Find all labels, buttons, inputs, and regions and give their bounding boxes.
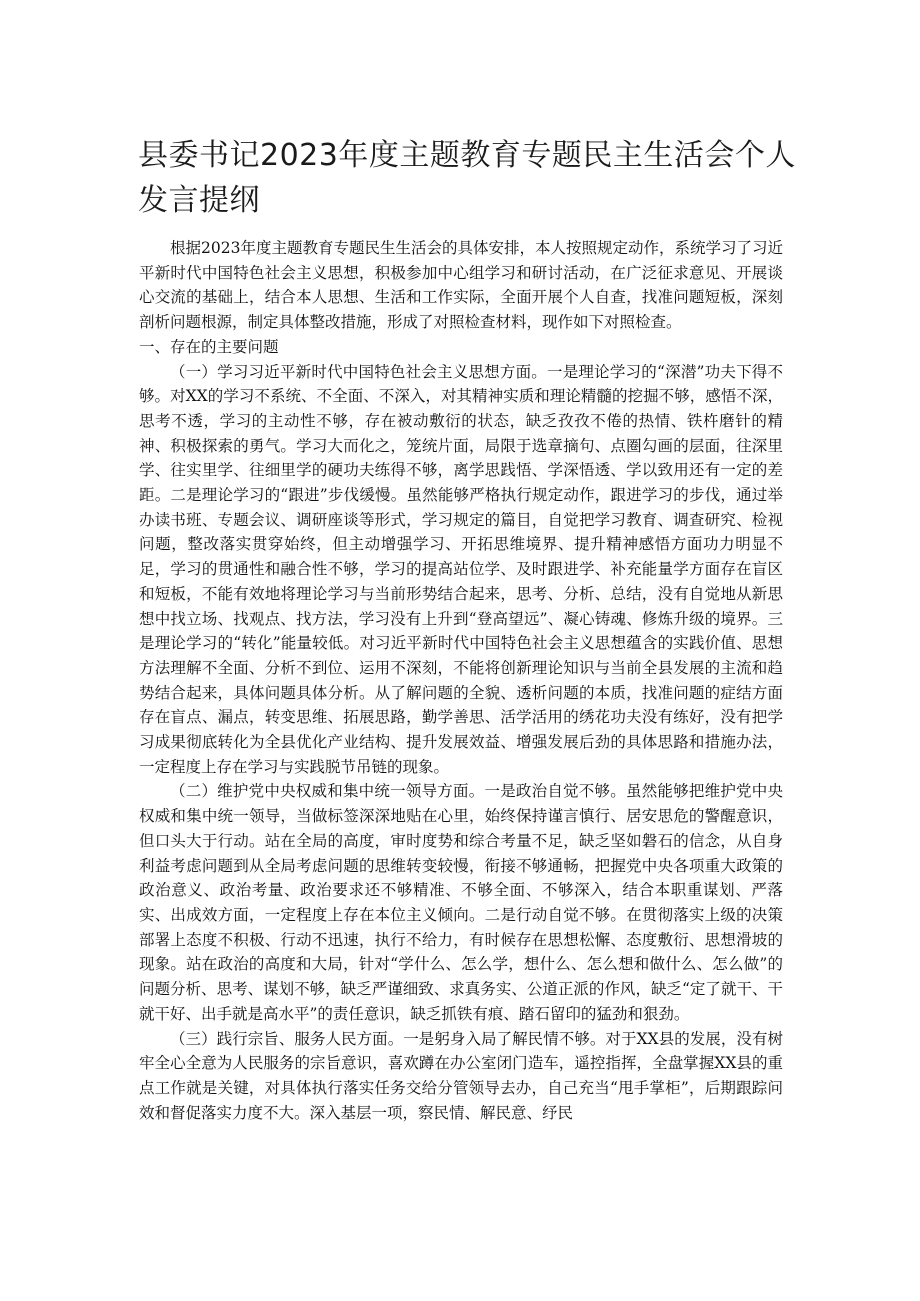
document-body <box>139 236 783 1125</box>
document-title: 县委书记2023年度主题教育专题民主生活会个人发言提纲 <box>138 138 796 218</box>
section-heading: 一、存在的主要问题 <box>139 337 279 356</box>
intro-paragraph: 根据2023年度主题教育专题民生生活会的具体安排，本人按照规定动作，系统学习了习近平新时代中国特色社会主义思想，积极参加中心组学习和研讨活动，在广泛征求意见、开展谈心交流的基础上，结合本人思想、生活和工作实际，全面开展个人自查，找准问题短板，深刻剖析问题根源，制定具体整改措施，形成了对照检查材料，现作如下对照检查。 <box>139 239 783 332</box>
body-paragraph: （三）践行宗旨、服务人民方面。一是躬身入局了解民情不够。对于XX县的发展，没有树牢全心全意为人民服务的宗旨意识，喜欢蹲在办公室闭门造车，遥控指挥，全盘掌握XX县的重点工作就是关键，对具体执行落实任务交给分管领导去办，自己充当“甩手掌柜”，后期跟踪问效和督促落实力度不大。深入基层一项，察民情、解民意、纾民 <box>139 1029 783 1122</box>
body-paragraph: （二）维护党中央权威和集中统一领导方面。一是政治自觉不够。虽然能够把维护党中央权威和集中统一领导，当做标签深深地贴在心里，始终保持谨言慎行、居安思危的警醒意识，但口头大于行动。站在全局的高度，审时度势和综合考量不足，缺乏坚如磐石的信念，从自身利益考虑问题到从全局考虑问题的思维转变较慢，衔接不够通畅，把握党中央各项重大政策的政治意义、政治考量、政治要求还不够精准、不够全面、不够深入，结合本职重谋划、严落实、出成效方面，一定程度上存在本位主义倾向。二是行动自觉不够。在贯彻落实上级的决策部署上态度不积极、行动不迅速，执行不给力，有时候存在思想松懈、态度敷衍、思想滑坡的现象。站在政治的高度和大局，针对“学什么、怎么学，想什么、怎么想和做什么、怎么做”的问题分析、思考、谋划不够，缺乏严谨细致、求真务实、公道正派的作风，缺乏“定了就干、干就干好、出手就是高水平”的责任意识，缺乏抓铁有痕、踏石留印的猛劲和狠劲。 <box>139 782 783 1023</box>
body-paragraph: （一）学习习近平新时代中国特色社会主义思想方面。一是理论学习的“深潜”功夫下得不够。对XX的学习不系统、不全面、不深入，对其精神实质和理论精髓的挖掘不够，感悟不深，思考不透，学习的主动性不够，存在被动敷衍的状态，缺乏孜孜不倦的热情、铁杵磨针的精神、积极探索的勇气。学习大而化之，笼统片面，局限于选章摘句、点圈勾画的层面，往深里学、往实里学、往细里学的硬功夫练得不够，离学思践悟、学深悟透、学以致用还有一定的差距。二是理论学习的“跟进”步伐缓慢。虽然能够严格执行规定动作，跟进学习的步伐，通过举办读书班、专题会议、调研座谈等形式，学习规定的篇目，自觉把学习教育、调查研究、检视问题，整改落实贯穿始终，但主动增强学习、开拓思维境界、提升精神感悟方面功力明显不足，学习的贯通性和融合性不够，学习的提高站位学、及时跟进学、补充能量学方面存在盲区和短板，不能有效地将理论学习与当前形势结合起来，思考、分析、总结，没有自觉地从新思想中找立场、找观点、找方法，学习没有上升到“登高望远”、凝心铸魂、修炼升级的境界。三是理论学习的“转化”能量较低。对习近平新时代中国特色社会主义思想蕴含的实践价值、思想方法理解不全面、分析不到位、运用不深刻，不能将创新理论知识与当前全县发展的主流和趋势结合起来，具体问题具体分析。从了解问题的全貌、透析问题的本质，找准问题的症结方面存在盲点、漏点，转变思维、拓展思路，勤学善思、活学活用的绣花功夫没有练好，没有把学习成果彻底转化为全县优化产业结构、提升发展效益、增强发展后劲的具体思路和措施办法，一定程度上存在学习与实践脱节吊链的现象。 <box>139 362 783 776</box>
